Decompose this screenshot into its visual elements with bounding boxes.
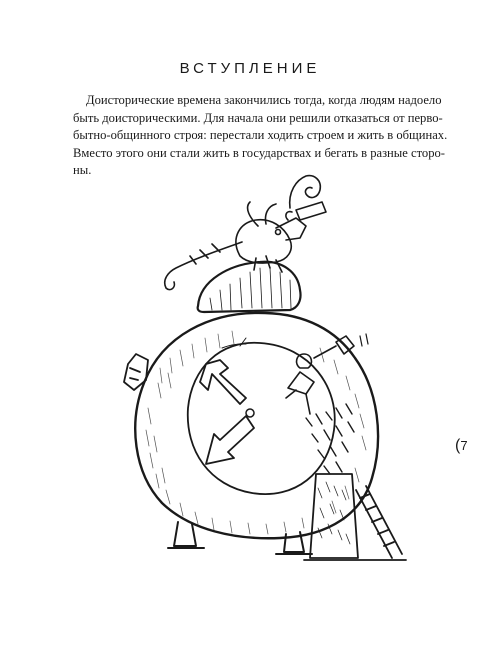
paragraph-line: Доисторические времена закончились тогда, когда людям надоело bbox=[86, 93, 442, 107]
page-number-bracket: ( bbox=[455, 437, 461, 454]
scribble-marks bbox=[306, 404, 354, 474]
intro-paragraph bbox=[73, 92, 448, 180]
top-bell bbox=[198, 262, 301, 312]
paragraph-line: бытно-общинного строя: перестали ходить строем и жить в общинах. bbox=[73, 128, 448, 143]
dragon-figure bbox=[165, 176, 326, 290]
small-man-figure bbox=[286, 334, 368, 414]
clock-hands bbox=[200, 360, 254, 464]
alarm-clock-illustration bbox=[100, 168, 430, 568]
paragraph-line: Вместо этого они стали жить в государствах и бегать в разные сторо- bbox=[73, 145, 446, 160]
chapter-title: ВСТУПЛЕНИЕ bbox=[179, 60, 321, 77]
paragraph-line: быть доисторическими. Для начала они решили отказаться от перво- bbox=[73, 110, 443, 125]
paragraph-line: ны. bbox=[73, 163, 92, 178]
page-number-value: 7 bbox=[460, 438, 468, 453]
page-number bbox=[455, 437, 468, 455]
tower-with-ladder bbox=[304, 474, 406, 560]
clock-body bbox=[135, 313, 378, 538]
